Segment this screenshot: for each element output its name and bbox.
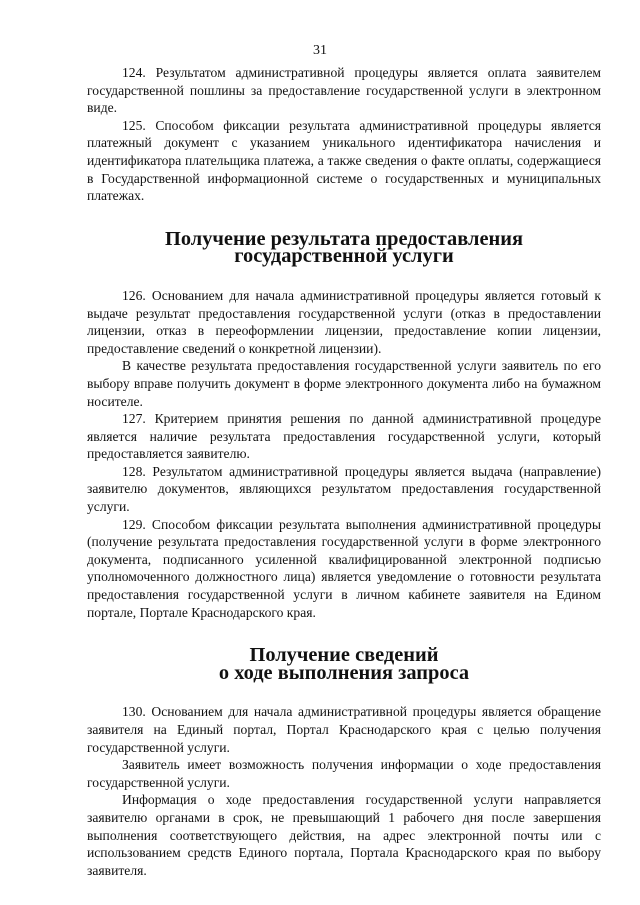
heading-line: о ходе выполнения запроса — [218, 661, 470, 684]
paragraph-128: 128. Результатом административной процедуры является выдача (направление) заявителю документов, являющихся результатом предоставления государственной услуги. — [87, 463, 601, 515]
paragraph-130-access: Заявитель имеет возможность получения информации о ходе предоставления государственной услуги. — [87, 757, 601, 790]
document-body — [87, 64, 601, 879]
paragraph-127: 127. Критерием принятия решения по данной административной процедуре является наличие результата предоставления государственной услуги, который предоставляется заявителю. — [87, 411, 601, 462]
heading-line: государственной услуги — [234, 245, 454, 268]
heading-line: Получение сведений — [249, 644, 439, 667]
page-number: 31 — [313, 43, 327, 58]
paragraph-130: 130. Основанием для начала административной процедуры является обращение заявителя на Единый портал, Портал Краснодарского края с целью получения государственной услуги. — [87, 704, 601, 755]
paragraph-126-choice: В качестве результата предоставления государственной услуги заявитель по его выбору вправе получить документ в форме электронного документа либо на бумажном носителе. — [87, 358, 601, 409]
paragraph-125: 125. Способом фиксации результата административной процедуры является платежный документ с указанием уникального идентификатора начисления и идентификатора плательщика платежа, а также сведения о факте оплаты, содержащиеся в Государственной информационной системе о государственных и муниципальных платежах. — [87, 117, 601, 204]
paragraph-126: 126. Основанием для начала административной процедуры является готовый к выдаче результат предоставления государственной услуги (отказ в предоставлении лицензии, отказ в переоформлении лицензии, предоставление копии лицензии, предоставление сведений о конкретной лицензии). — [87, 287, 601, 356]
heading-line: Получение результата предоставления — [164, 227, 524, 250]
section-heading-progress — [87, 644, 601, 684]
paragraph-130-info: Информация о ходе предоставления государственной услуги направляется заявителю органами в срок, не превышающий 1 рабочего дня после завершения выполнения соответствующего действия, на адрес электронной почты или с использованием средств Единого портала, Портала Краснодарского края по выбору заявителя. — [87, 792, 601, 878]
paragraph-129: 129. Способом фиксации результата выполнения административной процедуры (получение результата предоставления государственной услуги в форме электронного документа, подписанного усиленной квалифицированной электронной подписью уполномоченного должностного лица) является уведомление о готовности результата предоставления государственной услуги в личном кабинете заявителя на Едином портале, Портале Краснодарского края. — [87, 516, 601, 620]
paragraph-124: 124. Результатом административной процедуры является оплата заявителем государственной пошлины за предоставление государственной услуги в электронном виде. — [87, 65, 601, 116]
section-heading-result — [87, 227, 601, 268]
